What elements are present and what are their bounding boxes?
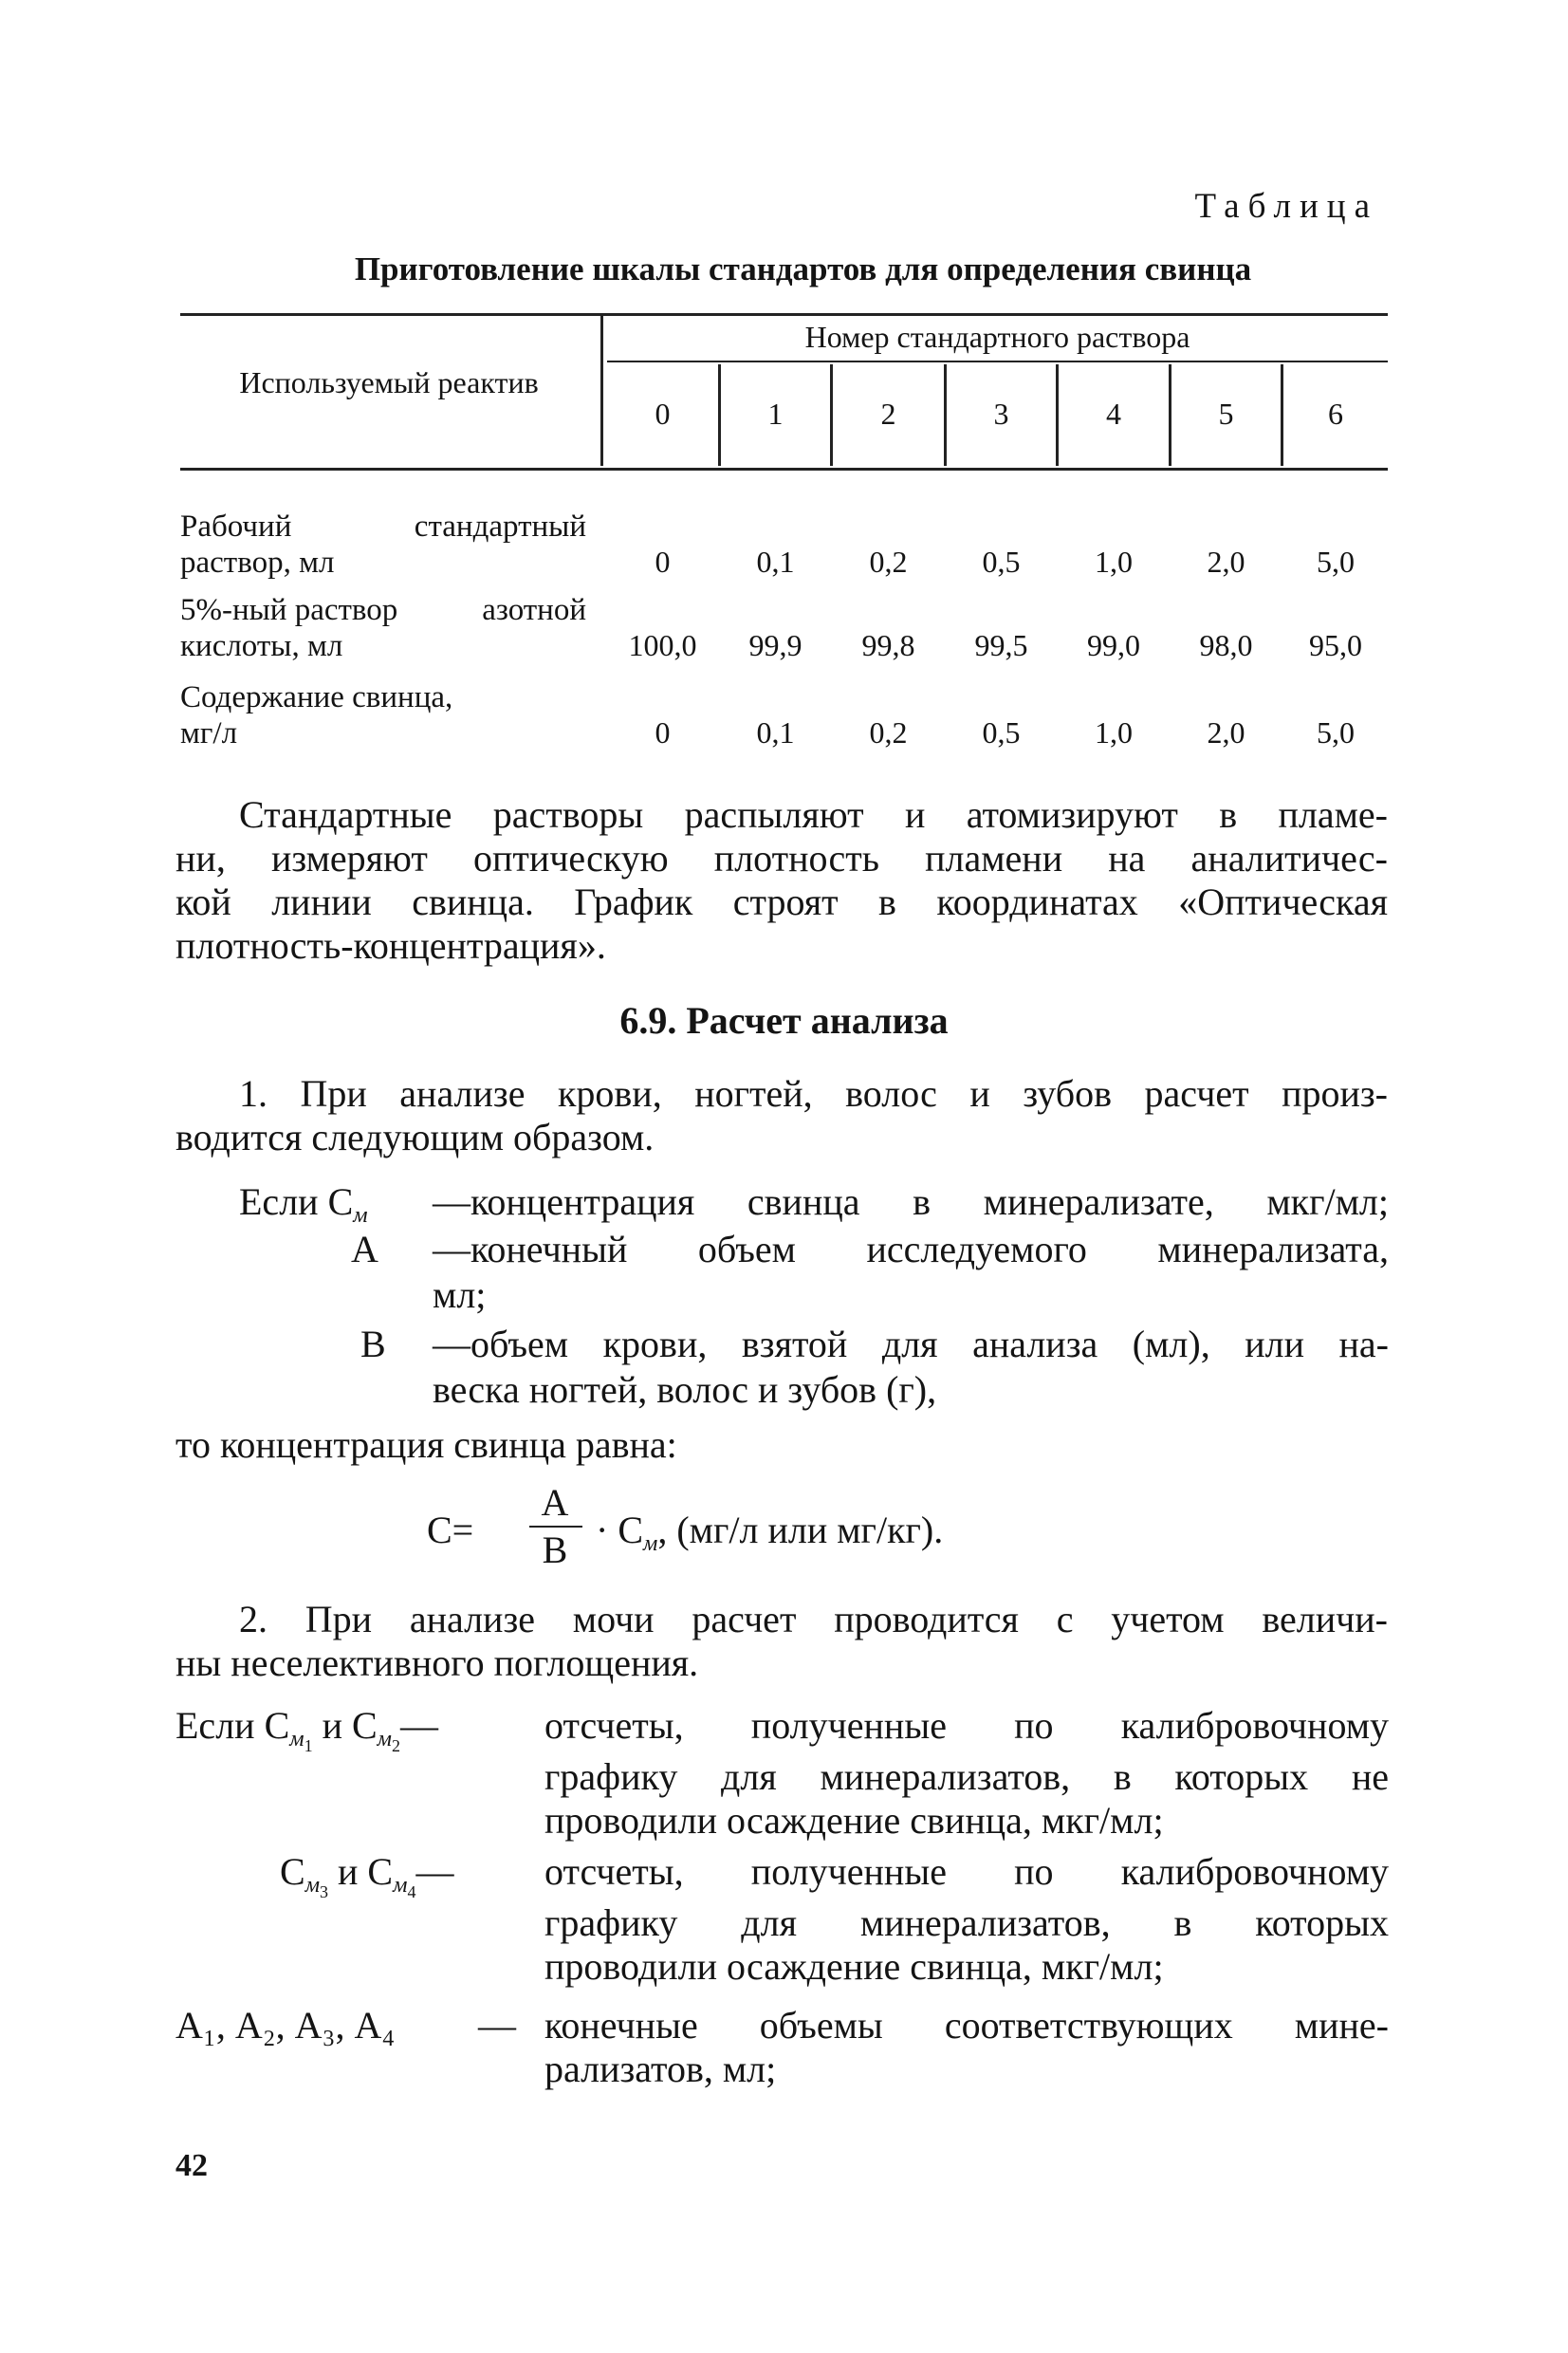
definition-term: $С_{м3}$ и $С_{м4}—$ (280, 1850, 454, 1901)
header-group: Номер стандартного раствора (804, 320, 1190, 354)
table-vertical-rule (600, 316, 603, 466)
table-cell: 99,5 (974, 628, 1028, 662)
table-cell: 98,0 (1199, 628, 1253, 662)
column-header: 4 (1106, 397, 1121, 431)
definition-text: мл; (433, 1273, 487, 1316)
table-cell: 2,0 (1207, 545, 1245, 579)
definition-term: А (351, 1228, 378, 1270)
table-label: Таблица (1194, 187, 1378, 226)
table-row-label: 5%-ный раствор азотной кислоты, мл (180, 593, 586, 663)
definition-text: конечный объем исследуемого минерализата, (470, 1228, 1389, 1270)
formula-numerator: А (541, 1481, 569, 1524)
definition-text: проводили осаждение свинца, мкг/мл; (544, 1799, 1164, 1842)
table-cell: 0,2 (869, 715, 908, 750)
definition-term: В (360, 1323, 386, 1365)
definition-text: проводили осаждение свинца, мкг/мл; (544, 1945, 1164, 1988)
table-cell: 99,8 (861, 628, 915, 662)
definition-dash: — (433, 1228, 470, 1270)
column-header: 1 (767, 397, 784, 431)
definition-text: рализатов, мл; (544, 2047, 777, 2090)
paragraph (175, 793, 1388, 968)
column-header: 3 (993, 397, 1009, 431)
definition-text: отсчеты, полученные по калибровочному (544, 1850, 1389, 1893)
table-cell: 0,5 (982, 545, 1021, 579)
table-top-rule (180, 313, 1388, 316)
text-line: ны неселективного поглощения. (175, 1641, 699, 1684)
table-title: Приготовление шкалы стандартов для определения свинца (354, 250, 1252, 287)
table-cell: 0,1 (756, 715, 795, 750)
definition-text: концентрация свинца в минерализате, мкг/мл; (470, 1180, 1389, 1223)
table-cell: 95,0 (1309, 628, 1362, 662)
table-cell: 99,0 (1087, 628, 1140, 662)
table-cell: 0,2 (869, 545, 908, 579)
column-header: 0 (655, 397, 671, 431)
definition-term: Если $С_{м1}$ и $С_{м2}—$ (175, 1704, 438, 1755)
paragraph (175, 1072, 1388, 1159)
definition-text: графику для минерализатов, в которых не (544, 1755, 1389, 1798)
section-heading: 6.9. Расчет анализа (619, 999, 949, 1042)
definition-term: Если $С_м$ (239, 1180, 368, 1228)
column-header: 5 (1218, 397, 1234, 431)
table-cell: 0,5 (982, 715, 1021, 750)
table-cell: 0,1 (756, 545, 795, 579)
table-cell: 0 (655, 545, 671, 579)
paragraph (175, 1598, 1388, 1685)
table-cell: 99,9 (748, 628, 802, 662)
table-cell: 5,0 (1317, 715, 1355, 750)
text-line: кой линии свинца. График строят в координатах «Оптическая (175, 880, 1388, 923)
column-header: 2 (880, 397, 896, 431)
text-line: ни, измеряют оптическую плотность пламени на аналитичес- (175, 837, 1388, 880)
text-line: Стандартные растворы распыляют и атомизируют в пламе- (239, 793, 1388, 836)
definition-dash: — (433, 1180, 470, 1223)
definition-dash: — (433, 1323, 470, 1365)
table-row-label: Содержание свинца, мг/л (180, 680, 453, 750)
text-line: плотность-концентрация». (175, 924, 606, 967)
table-cell: 0 (655, 715, 671, 750)
definition-conclusion: то концентрация свинца равна: (175, 1423, 677, 1466)
formula-rhs: · $С_м$, (мг/л или мг/кг). (596, 1509, 944, 1556)
table-cell: 1,0 (1095, 545, 1133, 579)
table-cell: 1,0 (1095, 715, 1133, 750)
definition-dash: — (478, 2004, 516, 2047)
definition-text: графику для минерализатов, в которых (544, 1901, 1389, 1944)
formula-denominator: В (542, 1529, 568, 1571)
header-reagent: Используемый реактив (239, 365, 539, 399)
table-cell: 100,0 (628, 628, 697, 662)
text-line: 1. При анализе крови, ногтей, волос и зубов расчет произ- (239, 1072, 1388, 1115)
definition-term: А₁, А₂, А₃, А₄ (175, 2004, 396, 2047)
definition-text: отсчеты, полученные по калибровочному (544, 1704, 1389, 1747)
column-header: 6 (1328, 397, 1343, 431)
table-row-label: Рабочий стандартный раствор, мл (180, 510, 586, 580)
table-header-bottom-rule (180, 468, 1388, 471)
definition-text: объем крови, взятой для анализа (мл), или на- (470, 1323, 1389, 1365)
text-line: 2. При анализе мочи расчет проводится с учетом величи- (239, 1598, 1388, 1640)
page-number: 42 (175, 2148, 208, 2183)
table-cell: 5,0 (1317, 545, 1355, 579)
definition-text: веска ногтей, волос и зубов (г), (433, 1368, 937, 1411)
definition-text: конечные объемы соответствующих мине- (544, 2004, 1389, 2047)
formula-lhs: С= (427, 1509, 474, 1551)
text-line: водится следующим образом. (175, 1116, 655, 1158)
table-group-rule (607, 361, 1388, 362)
table-cell: 2,0 (1207, 715, 1245, 750)
